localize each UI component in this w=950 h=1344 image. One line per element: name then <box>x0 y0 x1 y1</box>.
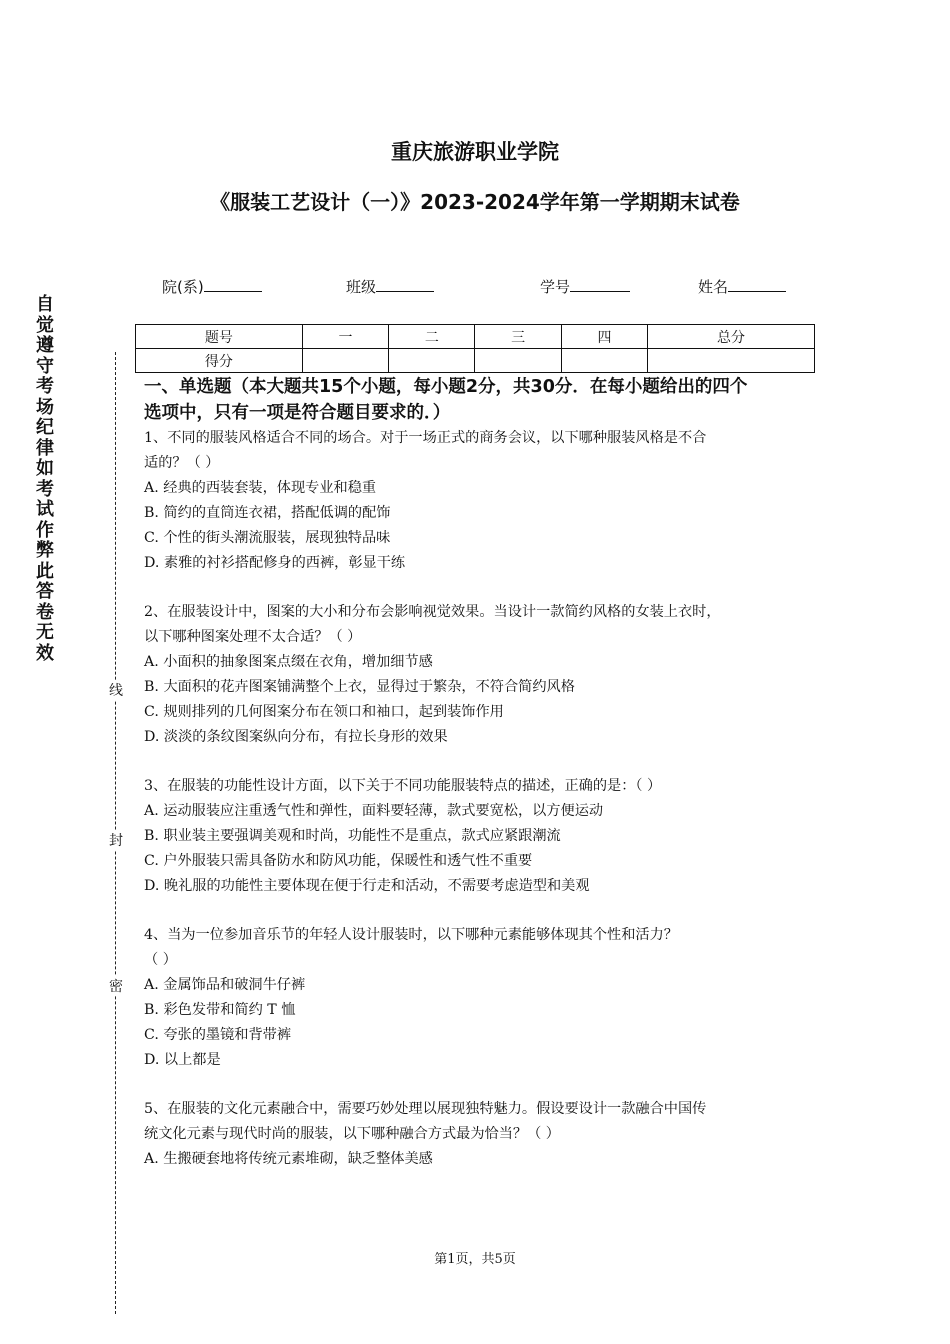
warning-text: 自觉遵守考场纪律如考试作弊此答卷无效 <box>36 294 54 664</box>
info-department <box>162 276 262 297</box>
question-stem: （ ） <box>144 952 177 968</box>
question-2 <box>144 600 820 750</box>
exam-discipline-warning <box>32 295 58 664</box>
score-cell[interactable] <box>475 349 561 373</box>
question-stem: 3、在服装的功能性设计方面，以下关于不同功能服装特点的描述，正确的是：（ ） <box>144 778 662 794</box>
question-4 <box>144 923 820 1073</box>
name-blank[interactable] <box>728 277 786 292</box>
score-table <box>135 324 815 373</box>
question-stem: 适的？（ ） <box>144 455 220 471</box>
exam-content <box>144 374 820 1172</box>
col-header-4: 四 <box>561 325 647 349</box>
option-d: D. 淡淡的条纹图案纵向分布，有拉长身形的效果 <box>144 729 448 745</box>
info-class <box>346 276 434 297</box>
option-a: A. 经典的西装套装，体现专业和稳重 <box>144 480 377 496</box>
question-5 <box>144 1097 820 1172</box>
option-a: A. 金属饰品和破洞牛仔裤 <box>144 977 306 993</box>
department-blank[interactable] <box>204 277 262 292</box>
name-label: 姓名 <box>698 278 729 296</box>
col-header-3: 三 <box>475 325 561 349</box>
col-header-1: 一 <box>302 325 388 349</box>
table-row <box>136 325 815 349</box>
binding-char-secret: 密 <box>108 976 124 996</box>
option-a: A. 生搬硬套地将传统元素堆砌，缺乏整体美感 <box>144 1151 433 1167</box>
binding-char-seal: 封 <box>108 830 124 850</box>
question-stem: 以下哪种图案处理不太合适？（ ） <box>144 629 362 645</box>
section-heading-line1: 一、单选题（本大题共15个小题，每小题2分，共30分．在每小题给出的四个 <box>144 377 748 397</box>
option-a: A. 小面积的抽象图案点缀在衣角，增加细节感 <box>144 654 433 670</box>
option-c: C. 夸张的墨镜和背带裤 <box>144 1027 292 1043</box>
score-cell[interactable] <box>302 349 388 373</box>
exam-title: 《服装工艺设计（一）》2023-2024学年第一学期期末试卷 <box>210 190 740 214</box>
info-student-id <box>540 276 630 297</box>
score-cell[interactable] <box>561 349 647 373</box>
option-c: C. 个性的街头潮流服装，展现独特品味 <box>144 530 391 546</box>
option-d: D. 素雅的衬衫搭配修身的西裤，彰显干练 <box>144 555 406 571</box>
question-stem: 1、不同的服装风格适合不同的场合。对于一场正式的商务会议，以下哪种服装风格是不合 <box>144 430 707 446</box>
option-b: B. 彩色发带和简约 T 恤 <box>144 1002 296 1018</box>
table-row <box>136 349 815 373</box>
class-blank[interactable] <box>376 277 434 292</box>
option-d: D. 晚礼服的功能性主要体现在便于行走和活动，不需要考虑造型和美观 <box>144 878 590 894</box>
option-c: C. 规则排列的几何图案分布在领口和袖口，起到装饰作用 <box>144 704 504 720</box>
binding-char-line: 线 <box>108 680 124 700</box>
question-stem: 统文化元素与现代时尚的服装，以下哪种融合方式最为恰当？（ ） <box>144 1126 560 1142</box>
row-label-question: 题号 <box>136 325 303 349</box>
department-label: 院(系) <box>162 278 204 296</box>
option-a: A. 运动服装应注重透气性和弹性，面料要轻薄，款式要宽松，以方便运动 <box>144 803 604 819</box>
col-header-total: 总分 <box>648 325 815 349</box>
score-cell[interactable] <box>389 349 475 373</box>
question-1 <box>144 426 820 576</box>
score-cell[interactable] <box>648 349 815 373</box>
option-b: B. 职业装主要强调美观和时尚，功能性不是重点，款式应紧跟潮流 <box>144 828 561 844</box>
option-c: C. 户外服装只需具备防水和防风功能，保暖性和透气性不重要 <box>144 853 533 869</box>
student-id-blank[interactable] <box>570 277 630 292</box>
student-id-label: 学号 <box>540 278 571 296</box>
section-heading-line2: 选项中，只有一项是符合题目要求的．） <box>144 403 451 423</box>
question-stem: 2、在服装设计中，图案的大小和分布会影响视觉效果。当设计一款简约风格的女装上衣时， <box>144 604 721 620</box>
page-number: 第1页，共5页 <box>434 1252 516 1267</box>
question-stem: 5、在服装的文化元素融合中，需要巧妙处理以展现独特魅力。假设要设计一款融合中国传 <box>144 1101 707 1117</box>
school-name: 重庆旅游职业学院 <box>391 140 559 164</box>
question-stem: 4、当为一位参加音乐节的年轻人设计服装时，以下哪种元素能够体现其个性和活力？ <box>144 927 678 943</box>
question-3 <box>144 774 820 899</box>
col-header-2: 二 <box>389 325 475 349</box>
option-b: B. 大面积的花卉图案铺满整个上衣，显得过于繁杂，不符合简约风格 <box>144 679 575 695</box>
option-d: D. 以上都是 <box>144 1052 221 1068</box>
info-name <box>698 276 786 297</box>
option-b: B. 简约的直筒连衣裙，搭配低调的配饰 <box>144 505 391 521</box>
class-label: 班级 <box>346 278 377 296</box>
row-label-score: 得分 <box>136 349 303 373</box>
